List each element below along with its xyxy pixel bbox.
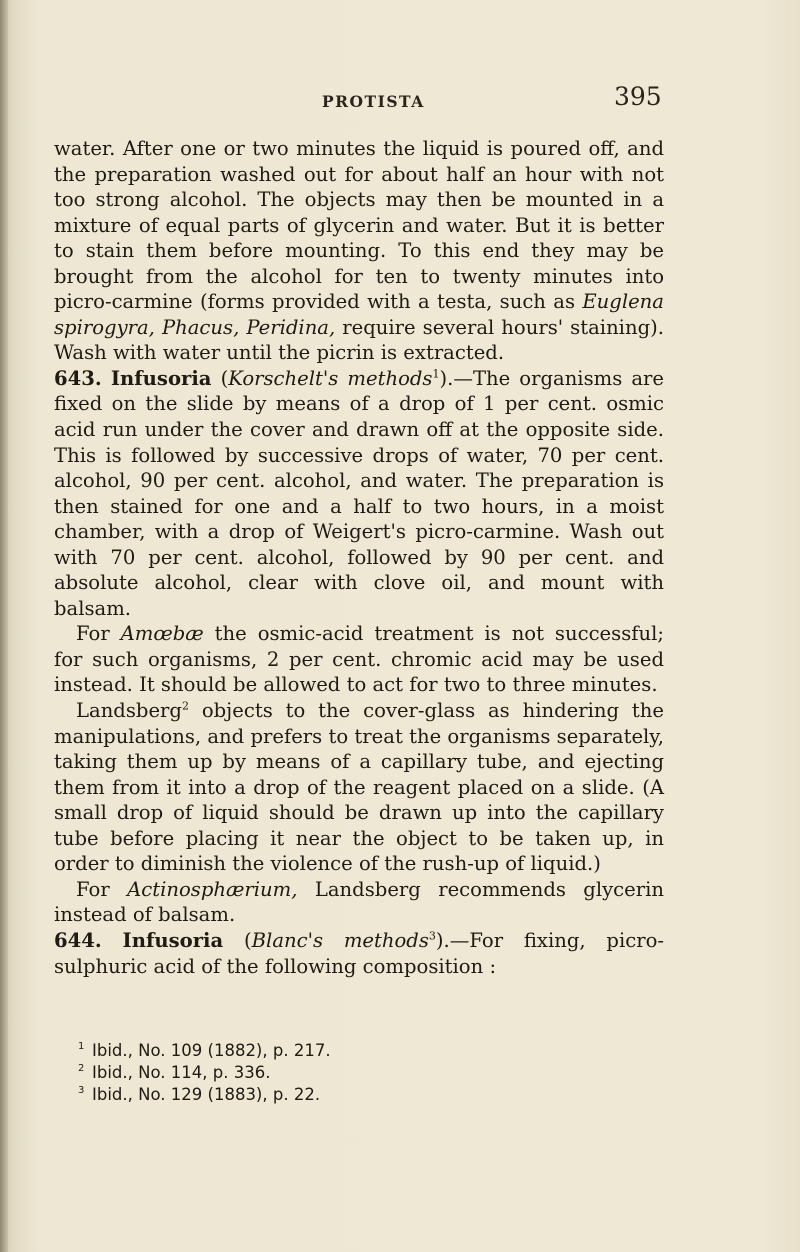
section-text: For fixing, picro-sulphuric acid of the following composition : (54, 928, 664, 978)
paragraph-actinosphaerium (54, 877, 664, 928)
paragraph-text: Landsberg (76, 699, 182, 723)
section-644: 644. Infusoria (Blanc's methods$^3$).—For fixing, picro-sulphuric acid of the following composition : (54, 928, 664, 978)
footnote-text: Ibid., No. 129 (1883), p. 22. (92, 1085, 321, 1105)
section-method: Blanc's methods (251, 928, 429, 952)
section-number: 644. (54, 928, 102, 952)
section-title: Infusoria (110, 366, 212, 390)
italic-term: Actinosphærium, (127, 877, 298, 901)
paragraph-landsberg (54, 698, 664, 877)
page-header (0, 78, 800, 118)
footnote-mark: 3 (78, 1085, 85, 1097)
page-number: 395 (614, 82, 662, 111)
paragraph-text: the osmic-acid treatment is not successful; for such organisms, 2 per cent. chromic acid may be used instead. It should be allowed to act for two to three minutes. (54, 622, 664, 697)
paragraph-text: For (76, 877, 128, 901)
footnote-1 (78, 1040, 638, 1062)
footnote-ref: 2 (181, 699, 189, 713)
running-head: PROTISTA (322, 92, 425, 111)
section-title: Infusoria (122, 928, 224, 952)
paragraph-text: require several hours' staining). Wash with water until the picrin is extracted. (54, 315, 664, 365)
paragraph-continuation (54, 136, 664, 366)
paragraph-text: water. After one or two minutes the liquid is poured off, and the preparation washed out for about half an hour with not too strong alcohol. The objects may then be mounted in a mixture of equal parts of glycerin and water. But it is better to stain them before mounting. To this end they may be brought from the alcohol for ten to twenty minutes into picro-carmine (forms provided with a testa, such as (54, 137, 664, 314)
footnote-ref: 3 (428, 929, 436, 943)
italic-species-names: Euglena spirogyra, Phacus, Peridina, (54, 290, 664, 339)
paragraph-amoebae (54, 621, 664, 698)
section-method: Korschelt's methods (228, 366, 433, 390)
section-643: 643. Infusoria (Korschelt's methods$^1$).—The organisms are fixed on the slide by means of a drop of 1 per cent. osmic acid run under the cover and drawn off at the opposite side. This is followed by successive drops of water, 70 per cent. alcohol, 90 per cent. alcohol, and water. The preparation is then stained for one and a half to two hours, in a moist chamber, with a drop of Weigert's picro-carmine. Wash out with 70 per cent. alcohol, followed by 90 per cent. and absolute alcohol, clear with clove oil, and mount with balsam. (54, 366, 664, 620)
footnote-text: Ibid., No. 109 (1882), p. 217. (92, 1041, 331, 1060)
paragraph-text: objects to the cover-glass as hindering the manipulations, and prefers to treat the organisms separately, taking them up by means of a capillary tube, and ejecting them from it into a drop of the reagent placed on a slide. (A small drop of liquid should be drawn up into the capillary tube before placing it near the object to be taken up, in order to diminish the violence of the rush-up of liquid.) (54, 699, 664, 876)
paragraph-text: For (76, 622, 121, 646)
page-binding-edge (0, 0, 8, 1252)
footnote-ref: 1 (432, 367, 440, 381)
footnote-mark: 2 (78, 1063, 85, 1075)
section-number: 643. (54, 366, 102, 390)
body-text (54, 136, 664, 979)
footnote-2 (78, 1062, 638, 1084)
footnote-text: Ibid., No. 114, p. 336. (92, 1063, 271, 1083)
italic-term: Amœbæ (120, 622, 204, 646)
paragraph-text: Landsberg recommends glycerin instead of balsam. (54, 877, 665, 927)
footnote-mark: 1 (78, 1041, 85, 1052)
footnote-3 (78, 1084, 638, 1106)
footnotes (78, 1040, 638, 1107)
section-text: The organisms are fixed on the slide by means of a drop of 1 per cent. osmic acid run under the cover and drawn off at the opposite side. This is followed by successive drops of water, 70 per cent. alcohol, 90 per cent. alcohol, and water. The preparation is then stained for one and a half to two hours, in a moist chamber, with a drop of Weigert's picro-carmine. Wash out with 70 per cent. alcohol, followed by 90 per cent. and absolute alcohol, clear with clove oil, and mount with balsam. (54, 366, 664, 620)
